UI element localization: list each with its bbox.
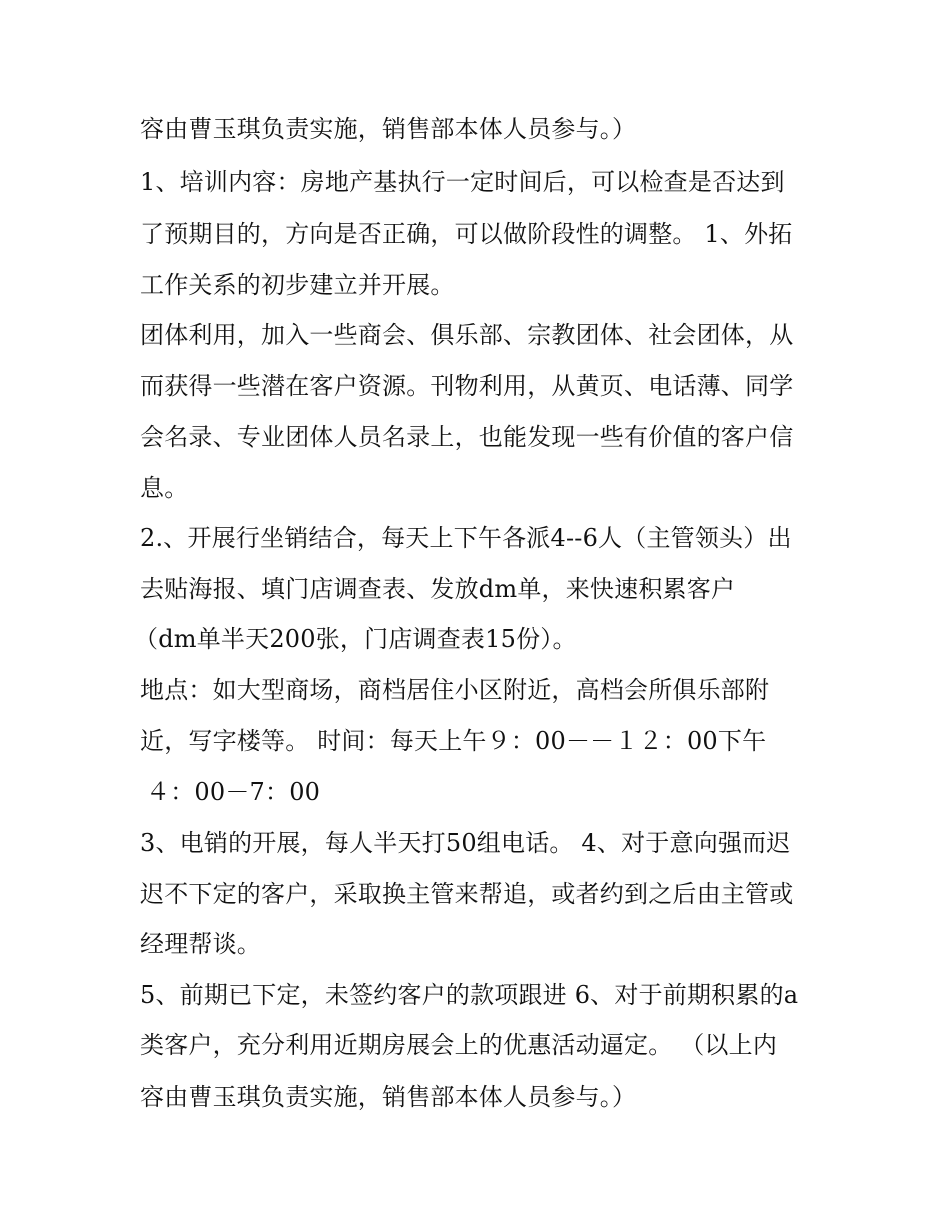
text-line: 了预期目的，方向是否正确，可以做阶段性的调整。 1、外拓 (140, 220, 793, 248)
text-line: 3、电销的开展，每人半天打50组电话。 4、对于意向强而迟 (140, 829, 791, 857)
text-line: 去贴海报、填门店调查表、发放dm单，来快速积累客户 (140, 575, 736, 603)
text-line: 容由曹玉琪负责实施，销售部本体人员参与。） (140, 1083, 637, 1111)
text-line: 类客户，充分利用近期房展会上的优惠活动逼定。 （以上内 (140, 1031, 778, 1059)
text-line: 团体利用，加入一些商会、俱乐部、宗教团体、社会团体，从 (140, 321, 794, 349)
text-line: ４：00－7：00 (146, 778, 321, 806)
text-line: 工作关系的初步建立并开展。 (140, 271, 455, 299)
text-line: （dm单半天200张，门店调查表15份）。 (134, 625, 577, 653)
text-line: 1、培训内容：房地产基执行一定时间后，可以检查是否达到 (140, 168, 785, 196)
text-line: 迟不下定的客户，采取换主管来帮追，或者约到之后由主管或 (140, 880, 794, 908)
text-line: 息。 (140, 474, 189, 502)
text-line: 2.、开展行坐销结合，每天上下午各派4--6人（主管领头）出 (140, 524, 792, 552)
text-line: 容由曹玉琪负责实施，销售部本体人员参与。） (140, 115, 637, 143)
text-line: 地点：如大型商场，商档居住小区附近，高档会所俱乐部附 (140, 676, 770, 704)
text-line: 而获得一些潜在客户资源。刊物利用，从黄页、电话薄、同学 (140, 372, 794, 400)
text-line: 5、前期已下定，未签约客户的款项跟进 6、对于前期积累的a (140, 981, 799, 1009)
text-line: 近，写字楼等。 时间：每天上午９：00－－１２：00下午 (140, 727, 767, 755)
text-line: 会名录、专业团体人员名录上，也能发现一些有价值的客户信 (140, 423, 794, 451)
text-line: 经理帮谈。 (140, 930, 261, 958)
